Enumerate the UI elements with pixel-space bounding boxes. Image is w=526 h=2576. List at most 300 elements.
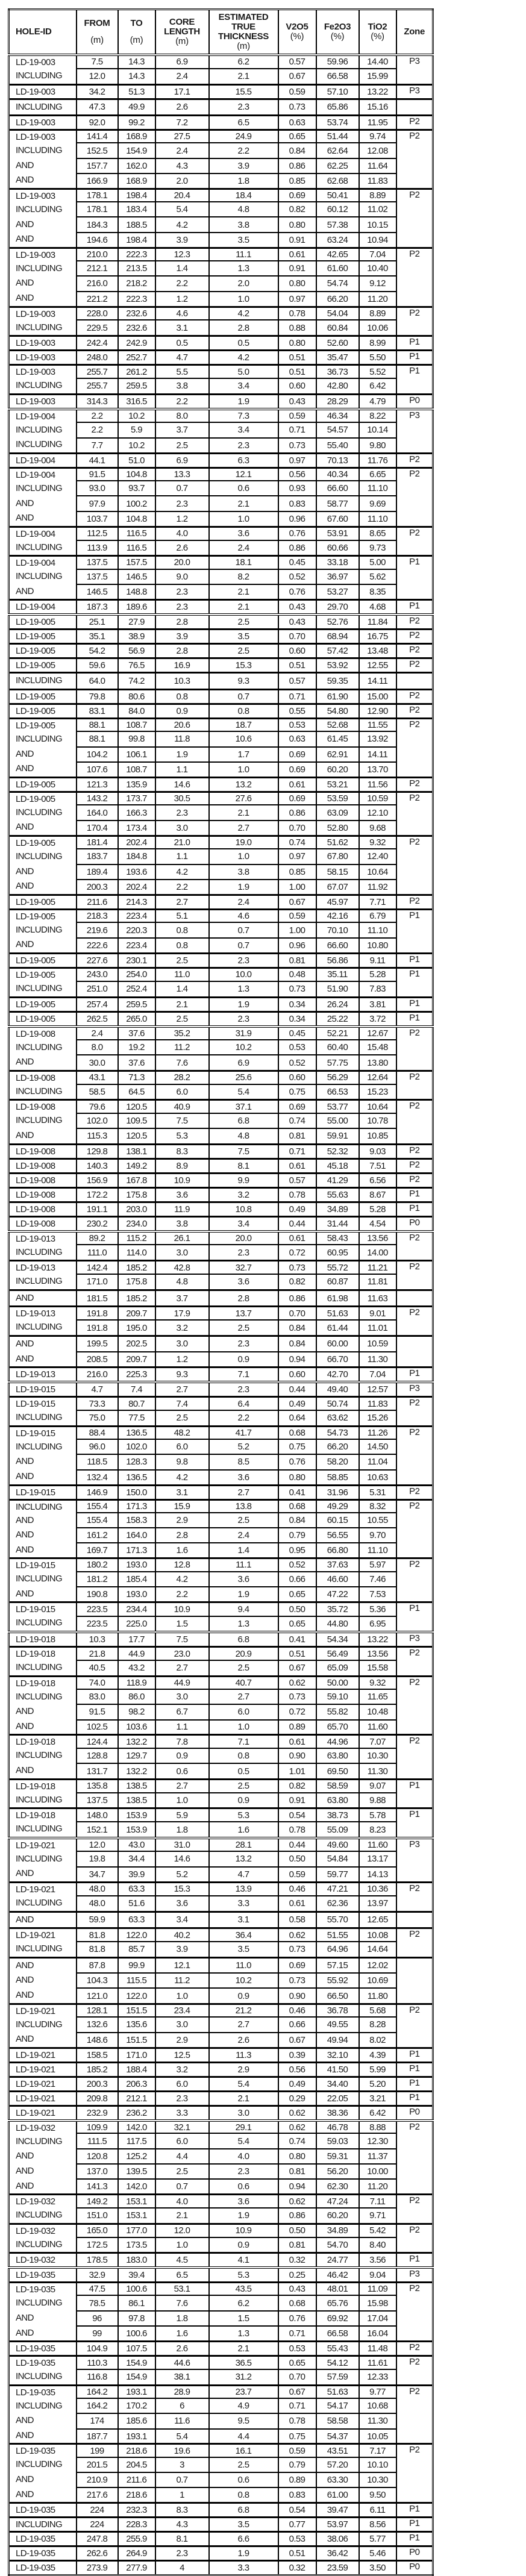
core-length-cell: 2.7 bbox=[155, 1779, 209, 1792]
est-true-thickness-cell: 7.1 bbox=[209, 1735, 278, 1748]
fe2o3-cell: 66.20 bbox=[316, 292, 359, 307]
core-length-cell: 3 bbox=[155, 2457, 209, 2472]
hole-id-label: AND bbox=[16, 2312, 34, 2323]
tio2-cell: 8.56 bbox=[359, 2518, 396, 2532]
to-cell: 162.0 bbox=[118, 158, 155, 174]
to-cell: 71.3 bbox=[118, 1071, 155, 1084]
v2o5-cell: 0.60 bbox=[278, 378, 316, 394]
hole-id-group-cell bbox=[9, 2091, 77, 2106]
zone-cell: P1 bbox=[396, 351, 433, 365]
tio2-cell: 8.89 bbox=[359, 307, 396, 320]
est-true-thickness-cell: 10.6 bbox=[209, 731, 278, 746]
est-true-thickness-cell: 3.6 bbox=[209, 527, 278, 540]
from-cell: 87.8 bbox=[77, 1957, 118, 1973]
v2o5-cell: 0.67 bbox=[278, 895, 316, 909]
to-cell: 129.7 bbox=[118, 1748, 155, 1764]
tio2-cell: 11.10 bbox=[359, 1543, 396, 1558]
to-cell: 223.4 bbox=[118, 938, 155, 954]
from-cell: 2.2 bbox=[77, 422, 118, 438]
core-length-cell: 4.0 bbox=[155, 527, 209, 540]
hole-id-group-cell bbox=[9, 2268, 77, 2283]
zone-cell: P2 bbox=[396, 1261, 433, 1290]
from-cell: 111.0 bbox=[77, 1245, 118, 1260]
core-length-cell: 3.6 bbox=[155, 1187, 209, 1202]
to-cell: 193.6 bbox=[118, 864, 155, 880]
tio2-cell: 3.56 bbox=[359, 2253, 396, 2268]
v2o5-cell: 0.59 bbox=[278, 1867, 316, 1883]
v2o5-cell: 0.61 bbox=[278, 1158, 316, 1173]
core-length-cell: 9.3 bbox=[155, 1368, 209, 1383]
tio2-cell: 12.40 bbox=[359, 849, 396, 864]
from-cell: 124.4 bbox=[77, 1735, 118, 1748]
v2o5-cell: 0.56 bbox=[278, 2062, 316, 2077]
hole-id-group-cell bbox=[9, 556, 77, 600]
to-cell: 102.0 bbox=[118, 1439, 155, 1454]
est-true-thickness-cell: 2.7 bbox=[209, 821, 278, 836]
fe2o3-cell: 66.80 bbox=[316, 1543, 359, 1558]
hole-id-label: LD-19-015 bbox=[16, 1399, 55, 1410]
from-cell: 152.1 bbox=[77, 1822, 118, 1837]
est-true-thickness-cell: 3.5 bbox=[209, 233, 278, 248]
to-cell: 218.2 bbox=[118, 276, 155, 291]
est-true-thickness-cell: 1.0 bbox=[209, 1720, 278, 1735]
to-cell: 230.1 bbox=[118, 954, 155, 968]
to-cell: 154.9 bbox=[118, 143, 155, 158]
fe2o3-cell: 41.50 bbox=[316, 2062, 359, 2077]
zone-cell: P0 bbox=[396, 1216, 433, 1231]
from-cell: 12.0 bbox=[77, 69, 118, 84]
core-length-cell: 6.5 bbox=[155, 2268, 209, 2283]
fe2o3-cell: 54.84 bbox=[316, 1851, 359, 1867]
core-length-cell: 2.5 bbox=[155, 954, 209, 968]
from-cell: 181.4 bbox=[77, 836, 118, 849]
core-length-cell: 4.6 bbox=[155, 307, 209, 320]
from-cell: 34.2 bbox=[77, 84, 118, 99]
to-cell: 93.7 bbox=[118, 481, 155, 496]
to-cell: 204.5 bbox=[118, 2457, 155, 2472]
to-cell: 44.9 bbox=[118, 1647, 155, 1660]
core-length-cell: 3.4 bbox=[155, 1912, 209, 1928]
to-cell: 193.0 bbox=[118, 1558, 155, 1572]
table-row bbox=[9, 55, 433, 69]
tio2-cell: 9.68 bbox=[359, 821, 396, 836]
core-length-cell: 20.4 bbox=[155, 189, 209, 202]
to-cell: 39.9 bbox=[118, 1867, 155, 1883]
core-length-cell: 3.3 bbox=[155, 2106, 209, 2121]
tio2-cell: 9.70 bbox=[359, 1528, 396, 1543]
est-true-thickness-cell: 0.9 bbox=[209, 1793, 278, 1809]
v2o5-cell: 0.90 bbox=[278, 1988, 316, 2004]
to-cell: 198.4 bbox=[118, 233, 155, 248]
hole-id-label: AND bbox=[16, 748, 34, 759]
zone-cell: P2 bbox=[396, 895, 433, 909]
hole-id-label: INCLUDING bbox=[16, 1086, 63, 1096]
v2o5-cell: 0.79 bbox=[278, 2457, 316, 2472]
core-length-cell: 5.1 bbox=[155, 909, 209, 922]
to-cell: 135.6 bbox=[118, 2017, 155, 2033]
to-cell: 209.7 bbox=[118, 1352, 155, 1368]
est-true-thickness-cell: 4.6 bbox=[209, 909, 278, 922]
to-cell: 154.9 bbox=[118, 2356, 155, 2369]
tio2-cell: 5.46 bbox=[359, 2546, 396, 2561]
tio2-cell: 10.78 bbox=[359, 1113, 396, 1129]
est-true-thickness-cell: 3.3 bbox=[209, 1896, 278, 1912]
from-cell: 30.0 bbox=[77, 1055, 118, 1071]
to-cell: 132.2 bbox=[118, 1735, 155, 1748]
tio2-cell: 8.23 bbox=[359, 1822, 396, 1837]
hole-id-label: INCLUDING bbox=[16, 983, 63, 993]
v2o5-cell: 0.80 bbox=[278, 2149, 316, 2164]
core-length-cell: 1.6 bbox=[155, 2326, 209, 2341]
tio2-cell: 5.28 bbox=[359, 1202, 396, 1216]
fe2o3-cell: 46.42 bbox=[316, 2268, 359, 2283]
tio2-cell: 6.56 bbox=[359, 1173, 396, 1187]
v2o5-cell: 0.71 bbox=[278, 690, 316, 704]
v2o5-cell: 0.45 bbox=[278, 1027, 316, 1040]
est-true-thickness-cell: 15.5 bbox=[209, 84, 278, 99]
from-cell: 209.8 bbox=[77, 2091, 118, 2106]
fe2o3-cell: 66.60 bbox=[316, 938, 359, 954]
hole-id-label: LD-19-035 bbox=[16, 2534, 55, 2545]
core-length-cell: 48.2 bbox=[155, 1426, 209, 1439]
from-cell: 107.6 bbox=[77, 762, 118, 777]
hole-id-label: AND bbox=[16, 513, 34, 524]
hole-id-label: LD-19-018 bbox=[16, 1634, 55, 1645]
core-length-cell: 7.5 bbox=[155, 1113, 209, 1129]
est-true-thickness-cell: 16.1 bbox=[209, 2444, 278, 2457]
v2o5-cell: 0.74 bbox=[278, 1113, 316, 1129]
fe2o3-cell: 55.00 bbox=[316, 1113, 359, 1129]
est-true-thickness-cell: 0.6 bbox=[209, 2179, 278, 2194]
to-cell: 138.5 bbox=[118, 1793, 155, 1809]
from-cell: 4.7 bbox=[77, 1382, 118, 1397]
est-true-thickness-cell: 3.6 bbox=[209, 1470, 278, 1485]
tio2-cell: 8.40 bbox=[359, 2237, 396, 2253]
hole-id-label: AND bbox=[16, 1353, 34, 1364]
hole-id-label: INCLUDING bbox=[16, 1441, 63, 1452]
zone-cell: P2 bbox=[396, 1307, 433, 1336]
fe2o3-cell: 63.09 bbox=[316, 805, 359, 821]
to-cell: 139.5 bbox=[118, 2164, 155, 2179]
hole-id-label: LD-19-013 bbox=[16, 1233, 55, 1244]
fe2o3-cell: 51.90 bbox=[316, 981, 359, 997]
tio2-cell: 10.14 bbox=[359, 422, 396, 438]
to-cell: 206.3 bbox=[118, 2077, 155, 2091]
est-true-thickness-cell: 3.5 bbox=[209, 1942, 278, 1957]
fe2o3-cell: 52.32 bbox=[316, 1144, 359, 1158]
table-row bbox=[9, 630, 433, 644]
table-row bbox=[9, 2253, 433, 2268]
v2o5-cell: 0.43 bbox=[278, 600, 316, 615]
core-length-cell: 11.2 bbox=[155, 1040, 209, 1055]
est-true-thickness-cell: 2.1 bbox=[209, 2342, 278, 2356]
v2o5-cell: 0.57 bbox=[278, 1173, 316, 1187]
v2o5-cell: 0.73 bbox=[278, 1973, 316, 1989]
zone-cell: P2 bbox=[396, 792, 433, 836]
est-true-thickness-cell: 6.8 bbox=[209, 1632, 278, 1647]
to-cell: 261.2 bbox=[118, 365, 155, 378]
v2o5-cell: 0.96 bbox=[278, 511, 316, 527]
hole-id-label: LD-19-021 bbox=[16, 1930, 55, 1941]
v2o5-cell: 0.82 bbox=[278, 1779, 316, 1792]
from-cell: 132.6 bbox=[77, 2017, 118, 2033]
core-length-cell: 5.4 bbox=[155, 2429, 209, 2444]
v2o5-cell: 0.45 bbox=[278, 556, 316, 569]
core-length-cell: 2.2 bbox=[155, 276, 209, 291]
est-true-thickness-cell: 6.8 bbox=[209, 2503, 278, 2518]
table-row bbox=[9, 2091, 433, 2106]
hole-id-group-cell bbox=[9, 130, 77, 189]
fe2o3-cell: 34.89 bbox=[316, 2224, 359, 2237]
hole-id-group-cell bbox=[9, 1261, 77, 1290]
table-row bbox=[9, 792, 433, 805]
core-length-cell: 2.0 bbox=[155, 174, 209, 189]
hole-id-label: AND bbox=[16, 1960, 34, 1971]
tio2-cell: 5.28 bbox=[359, 968, 396, 981]
v2o5-cell: 0.75 bbox=[278, 1439, 316, 1454]
fe2o3-cell: 52.68 bbox=[316, 719, 359, 732]
zone-cell: P2 bbox=[396, 1158, 433, 1173]
header-to-label: TO bbox=[130, 18, 143, 28]
to-cell: 63.3 bbox=[118, 1883, 155, 1896]
hole-id-label: INCLUDING bbox=[16, 380, 63, 391]
tio2-cell: 10.59 bbox=[359, 1336, 396, 1351]
hole-id-group-cell bbox=[9, 2048, 77, 2062]
est-true-thickness-cell: 2.7 bbox=[209, 2017, 278, 2033]
hole-id-group-cell bbox=[9, 673, 77, 690]
tio2-cell: 11.76 bbox=[359, 453, 396, 467]
tio2-cell: 13.56 bbox=[359, 1231, 396, 1245]
from-cell: 74.0 bbox=[77, 1676, 118, 1689]
est-true-thickness-cell: 3.6 bbox=[209, 2195, 278, 2208]
core-length-cell: 11.8 bbox=[155, 731, 209, 746]
est-true-thickness-cell: 2.5 bbox=[209, 1660, 278, 1676]
core-length-cell: 31.0 bbox=[155, 1838, 209, 1851]
core-length-cell: 2.3 bbox=[155, 584, 209, 600]
tio2-cell: 11.55 bbox=[359, 719, 396, 732]
fe2o3-cell: 62.64 bbox=[316, 143, 359, 158]
fe2o3-cell: 60.84 bbox=[316, 320, 359, 336]
v2o5-cell: 0.78 bbox=[278, 2413, 316, 2428]
est-true-thickness-cell: 18.1 bbox=[209, 556, 278, 569]
zone-cell: P1 bbox=[396, 2077, 433, 2091]
est-true-thickness-cell: 4.8 bbox=[209, 202, 278, 217]
hole-id-label: LD-19-005 bbox=[16, 646, 55, 657]
est-true-thickness-cell: 1.9 bbox=[209, 2546, 278, 2561]
tio2-cell: 12.90 bbox=[359, 704, 396, 719]
tio2-cell: 6.79 bbox=[359, 909, 396, 922]
v2o5-cell: 0.97 bbox=[278, 453, 316, 467]
fe2o3-cell: 66.20 bbox=[316, 1439, 359, 1454]
to-cell: 218.6 bbox=[118, 2487, 155, 2503]
v2o5-cell: 0.50 bbox=[278, 1851, 316, 1867]
v2o5-cell: 0.52 bbox=[278, 1558, 316, 1572]
from-cell: 8.0 bbox=[77, 1040, 118, 1055]
table-row bbox=[9, 954, 433, 968]
tio2-cell: 13.97 bbox=[359, 1896, 396, 1912]
core-length-cell: 2.5 bbox=[155, 2164, 209, 2179]
core-length-cell: 4.2 bbox=[155, 864, 209, 880]
fe2o3-cell: 47.22 bbox=[316, 1587, 359, 1602]
from-cell: 222.6 bbox=[77, 938, 118, 954]
v2o5-cell: 0.46 bbox=[278, 1883, 316, 1896]
tio2-cell: 11.95 bbox=[359, 116, 396, 130]
v2o5-cell: 0.89 bbox=[278, 1720, 316, 1735]
hole-id-label: LD-19-005 bbox=[16, 617, 55, 628]
est-true-thickness-cell: 2.9 bbox=[209, 2062, 278, 2077]
hole-id-group-cell bbox=[9, 658, 77, 673]
est-true-thickness-cell: 6.2 bbox=[209, 55, 278, 69]
v2o5-cell: 0.66 bbox=[278, 1572, 316, 1587]
to-cell: 252.7 bbox=[118, 351, 155, 365]
est-true-thickness-cell: 11.3 bbox=[209, 2048, 278, 2062]
hole-id-label: AND bbox=[16, 763, 34, 774]
header-zone bbox=[396, 10, 433, 55]
fe2o3-cell: 63.80 bbox=[316, 1793, 359, 1809]
to-cell: 153.9 bbox=[118, 1822, 155, 1837]
hole-id-group-cell bbox=[9, 2518, 77, 2532]
est-true-thickness-cell: 1.9 bbox=[209, 880, 278, 895]
fe2o3-cell: 54.37 bbox=[316, 2429, 359, 2444]
fe2o3-cell: 58.85 bbox=[316, 1470, 359, 1485]
tio2-cell: 16.75 bbox=[359, 630, 396, 644]
v2o5-cell: 0.51 bbox=[278, 658, 316, 673]
fe2o3-cell: 61.90 bbox=[316, 690, 359, 704]
hole-id-label: INCLUDING bbox=[16, 2136, 63, 2146]
fe2o3-cell: 65.86 bbox=[316, 99, 359, 116]
core-length-cell: 4.3 bbox=[155, 158, 209, 174]
hole-id-group-cell bbox=[9, 1883, 77, 1912]
from-cell: 140.3 bbox=[77, 1158, 118, 1173]
tio2-cell: 11.30 bbox=[359, 1763, 396, 1779]
hole-id-label: INCLUDING bbox=[16, 2519, 63, 2530]
table-row bbox=[9, 2503, 433, 2518]
to-cell: 63.3 bbox=[118, 1912, 155, 1928]
to-cell: 203.0 bbox=[118, 1202, 155, 1216]
fe2o3-cell: 52.76 bbox=[316, 614, 359, 630]
table-row bbox=[9, 2342, 433, 2356]
v2o5-cell: 0.59 bbox=[278, 2444, 316, 2457]
to-cell: 164.0 bbox=[118, 1528, 155, 1543]
v2o5-cell: 0.49 bbox=[278, 2077, 316, 2091]
tio2-cell: 11.80 bbox=[359, 1988, 396, 2004]
tio2-cell: 11.92 bbox=[359, 880, 396, 895]
core-length-cell: 26.1 bbox=[155, 1231, 209, 1245]
core-length-cell: 1.0 bbox=[155, 2237, 209, 2253]
fe2o3-cell: 51.63 bbox=[316, 1307, 359, 1320]
hole-id-label: LD-19-013 bbox=[16, 1263, 55, 1274]
hole-id-label: LD-19-021 bbox=[16, 2093, 55, 2104]
core-length-cell: 4.2 bbox=[155, 217, 209, 232]
v2o5-cell: 0.44 bbox=[278, 1382, 316, 1397]
table-row bbox=[9, 2532, 433, 2546]
tio2-cell: 12.10 bbox=[359, 805, 396, 821]
core-length-cell: 3.1 bbox=[155, 320, 209, 336]
fe2o3-cell: 51.55 bbox=[316, 1928, 359, 1942]
est-true-thickness-cell: 37.1 bbox=[209, 1100, 278, 1113]
hole-id-group-cell bbox=[9, 307, 77, 336]
fe2o3-cell: 60.12 bbox=[316, 202, 359, 217]
hole-id-group-cell bbox=[9, 2106, 77, 2121]
zone-cell: P3 bbox=[396, 1632, 433, 1647]
hole-id-label: INCLUDING bbox=[16, 1794, 63, 1805]
from-cell: 199.5 bbox=[77, 1336, 118, 1351]
tio2-cell: 13.48 bbox=[359, 644, 396, 658]
est-true-thickness-cell: 0.6 bbox=[209, 481, 278, 496]
est-true-thickness-cell: 2.3 bbox=[209, 954, 278, 968]
fe2o3-cell: 54.70 bbox=[316, 2237, 359, 2253]
hole-id-label: INCLUDING bbox=[16, 1042, 63, 1052]
fe2o3-cell: 63.62 bbox=[316, 1410, 359, 1426]
tio2-cell: 8.22 bbox=[359, 409, 396, 422]
est-true-thickness-cell: 28.1 bbox=[209, 1838, 278, 1851]
from-cell: 218.3 bbox=[77, 909, 118, 922]
v2o5-cell: 0.50 bbox=[278, 1602, 316, 1616]
core-length-cell: 2.1 bbox=[155, 997, 209, 1011]
table-row bbox=[9, 1202, 433, 1216]
zone-cell: P2 bbox=[396, 836, 433, 895]
hole-id-label: LD-19-003 bbox=[16, 57, 55, 67]
core-length-cell: 32.1 bbox=[155, 2121, 209, 2134]
hole-id-label: LD-19-004 bbox=[16, 455, 55, 466]
table-row bbox=[9, 644, 433, 658]
fe2o3-cell: 59.77 bbox=[316, 1867, 359, 1883]
to-cell: 114.0 bbox=[118, 1245, 155, 1260]
core-length-cell: 5.2 bbox=[155, 1867, 209, 1883]
zone-cell: P2 bbox=[396, 467, 433, 527]
hole-id-label: LD-19-018 bbox=[16, 1810, 55, 1821]
from-cell: 228.0 bbox=[77, 307, 118, 320]
v2o5-cell: 0.65 bbox=[278, 1587, 316, 1602]
table-row bbox=[9, 1231, 433, 1245]
hole-id-group-cell bbox=[9, 2121, 77, 2195]
table-row bbox=[9, 895, 433, 909]
hole-id-group-cell bbox=[9, 895, 77, 909]
hole-id-label: AND bbox=[16, 2151, 34, 2162]
est-true-thickness-cell: 11.0 bbox=[209, 1957, 278, 1973]
to-cell: 202.5 bbox=[118, 1336, 155, 1351]
v2o5-cell: 0.61 bbox=[278, 777, 316, 792]
hole-id-group-cell bbox=[9, 1647, 77, 1677]
hole-id-label: INCLUDING bbox=[16, 1853, 63, 1864]
est-true-thickness-cell: 7.1 bbox=[209, 1368, 278, 1383]
hole-id-group-cell bbox=[9, 704, 77, 719]
to-cell: 225.3 bbox=[118, 1368, 155, 1383]
table-row bbox=[9, 130, 433, 143]
v2o5-cell: 0.86 bbox=[278, 1290, 316, 1307]
hole-id-group-cell bbox=[9, 1027, 77, 1071]
v2o5-cell: 0.86 bbox=[278, 805, 316, 821]
to-cell: 14.3 bbox=[118, 55, 155, 69]
tio2-cell: 9.73 bbox=[359, 540, 396, 556]
hole-id-label: LD-19-003 bbox=[16, 190, 55, 201]
fe2o3-cell: 60.66 bbox=[316, 540, 359, 556]
v2o5-cell: 0.69 bbox=[278, 189, 316, 202]
zone-cell: P1 bbox=[396, 2518, 433, 2532]
to-cell: 149.2 bbox=[118, 1158, 155, 1173]
est-true-thickness-cell: 0.7 bbox=[209, 922, 278, 938]
core-length-cell: 2.2 bbox=[155, 880, 209, 895]
v2o5-cell: 0.63 bbox=[278, 731, 316, 746]
to-cell: 189.6 bbox=[118, 600, 155, 615]
from-cell: 143.2 bbox=[77, 792, 118, 805]
est-true-thickness-cell: 10.0 bbox=[209, 968, 278, 981]
core-length-cell: 20.0 bbox=[155, 556, 209, 569]
zone-cell: P2 bbox=[396, 2342, 433, 2356]
fe2o3-cell: 62.30 bbox=[316, 2179, 359, 2194]
v2o5-cell: 0.89 bbox=[278, 2472, 316, 2487]
hole-id-label: LD-19-021 bbox=[16, 2107, 55, 2118]
